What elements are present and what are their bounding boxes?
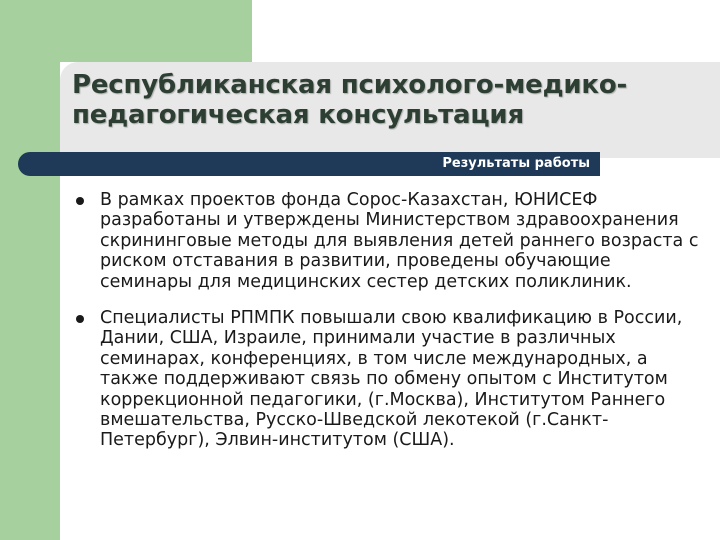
top-green-block	[60, 0, 252, 62]
subtitle-label: Результаты работы	[442, 156, 590, 171]
bullet-text: В рамках проектов фонда Сорос-Казахстан, ЮНИСЕФ разработаны и утверждены Министерством здравоохранения скрининговые методы для выявления детей раннего возраста с риском отставания в развитии, проведены обучающие семинары для медицинских сестер детских поликлиник.	[100, 190, 699, 292]
bullet-item	[76, 308, 701, 451]
bullet-dot-icon	[76, 315, 84, 323]
left-green-band	[0, 0, 60, 540]
bullet-item	[76, 190, 701, 292]
slide-title: Республиканская психолого-медико-педагогическая консультация	[72, 70, 628, 130]
bullet-list	[76, 190, 701, 451]
bullet-dot-icon	[76, 197, 84, 205]
subtitle-bar	[18, 152, 600, 176]
bullet-text: Специалисты РПМПК повышали свою квалификацию в России, Дании, США, Израиле, принимали участие в различных семинарах, конференциях, в том числе международных, а также поддерживают связь по обмену опытом с Институтом коррекционной педагогики, (г.Москва), Институтом Раннего вмешательства, Русско-Шведской лекотекой (г.Санкт-Петербург), Элвин-институтом (США).	[100, 308, 683, 451]
